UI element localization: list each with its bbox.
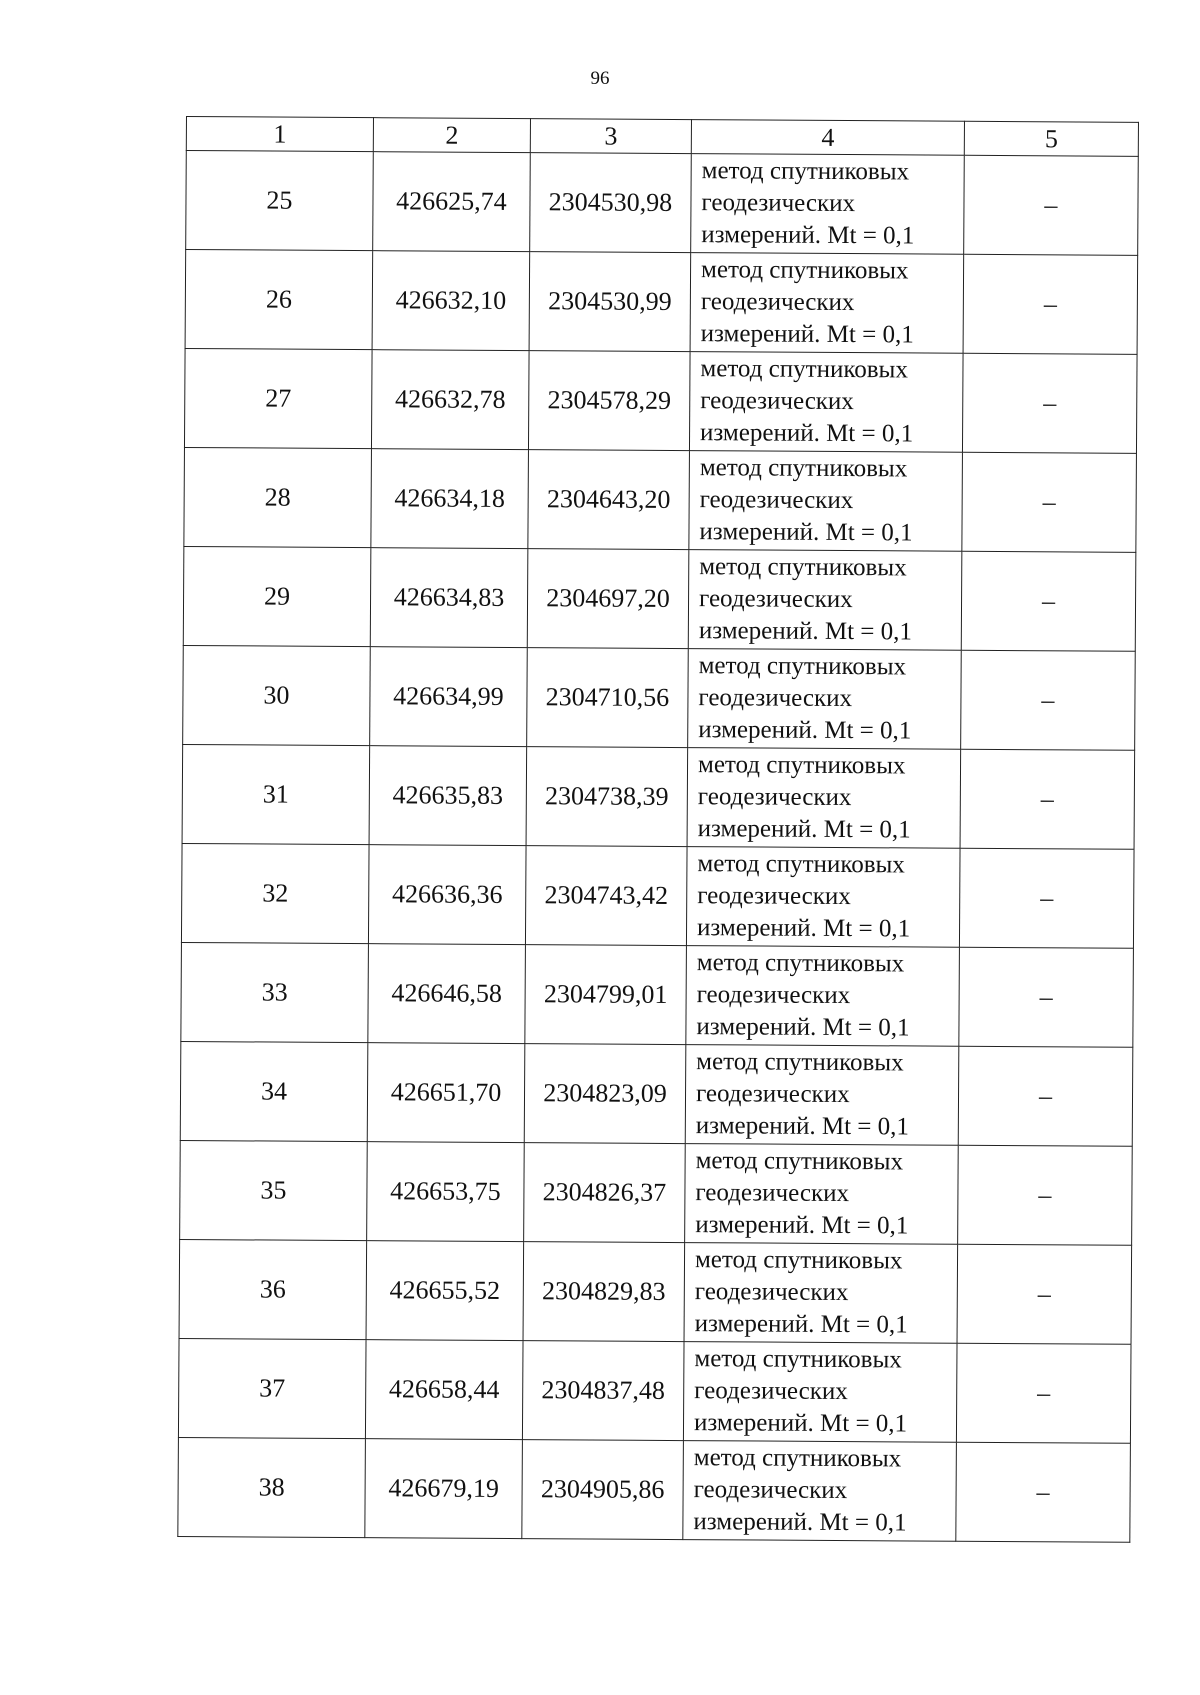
point-number-cell: 31	[182, 744, 370, 844]
x-coordinate-cell: 426634,18	[371, 449, 529, 549]
x-coordinate-cell: 426679,19	[365, 1439, 523, 1539]
method-line: измерений. Mt = 0,1	[699, 518, 913, 547]
note-cell: –	[958, 1046, 1133, 1146]
table-row	[183, 645, 1136, 750]
note-cell: –	[957, 1244, 1132, 1344]
method-cell	[687, 748, 961, 849]
method-line: измерений. Mt = 0,1	[693, 1409, 908, 1438]
method-cell	[688, 550, 962, 651]
point-number-cell: 29	[183, 546, 371, 646]
method-cell	[683, 1342, 957, 1443]
x-coordinate-cell: 426655,52	[366, 1241, 524, 1341]
method-line: метод спутниковых	[700, 256, 909, 285]
y-coordinate-cell: 2304829,83	[523, 1242, 685, 1342]
point-number-cell: 32	[181, 843, 369, 943]
method-cell	[689, 352, 963, 453]
method-line: геодезических	[698, 684, 853, 713]
table-row	[181, 843, 1134, 948]
note-cell: –	[962, 353, 1137, 453]
note-cell: –	[960, 749, 1135, 849]
method-line: геодезических	[698, 585, 853, 614]
method-cell	[691, 154, 965, 255]
method-line: метод спутниковых	[699, 553, 907, 582]
point-number-cell: 37	[178, 1338, 366, 1438]
method-line: метод спутниковых	[693, 1444, 902, 1473]
point-number-cell: 28	[184, 447, 372, 547]
method-line: измерений. Mt = 0,1	[695, 1211, 909, 1240]
note-cell: –	[959, 947, 1134, 1047]
method-cell	[685, 1144, 959, 1245]
method-line: метод спутниковых	[700, 355, 908, 384]
point-number-cell: 30	[183, 645, 371, 745]
table-row	[178, 1338, 1131, 1443]
method-line: геодезических	[694, 1278, 849, 1307]
x-coordinate-cell: 426634,99	[370, 647, 528, 747]
y-coordinate-cell: 2304530,98	[530, 153, 692, 253]
y-coordinate-cell: 2304799,01	[525, 945, 687, 1045]
table-row	[179, 1239, 1132, 1344]
method-cell	[683, 1441, 957, 1542]
method-line: измерений. Mt = 0,1	[699, 419, 914, 448]
note-cell: –	[956, 1343, 1131, 1443]
method-cell	[690, 253, 964, 354]
method-line: метод спутниковых	[701, 157, 910, 186]
method-line: метод спутниковых	[696, 949, 905, 978]
method-line: измерений. Mt = 0,1	[698, 617, 913, 646]
point-number-cell: 38	[178, 1437, 366, 1537]
method-line: метод спутниковых	[695, 1147, 904, 1176]
method-cell	[684, 1243, 958, 1344]
table-row	[184, 447, 1137, 552]
page-number: 96	[590, 68, 610, 89]
table-header	[186, 117, 1138, 157]
x-coordinate-cell: 426632,78	[371, 350, 529, 450]
method-line: измерений. Mt = 0,1	[701, 221, 915, 250]
header-col-4: 4	[691, 120, 964, 156]
method-line: метод спутниковых	[696, 1048, 904, 1077]
note-cell: –	[962, 452, 1137, 552]
y-coordinate-cell: 2304578,29	[528, 351, 690, 451]
note-cell: –	[956, 1442, 1131, 1542]
method-line: метод спутниковых	[694, 1246, 903, 1275]
coordinates-table	[177, 116, 1139, 1543]
method-line: геодезических	[701, 189, 856, 218]
method-line: метод спутниковых	[699, 454, 908, 483]
table-row	[181, 942, 1134, 1047]
x-coordinate-cell: 426635,83	[369, 746, 527, 846]
note-cell: –	[961, 650, 1136, 750]
method-line: измерений. Mt = 0,1	[693, 1508, 907, 1537]
table-row	[186, 151, 1139, 256]
method-cell	[689, 451, 963, 552]
x-coordinate-cell: 426651,70	[367, 1043, 525, 1143]
x-coordinate-cell: 426636,36	[368, 845, 526, 945]
method-line: метод спутниковых	[697, 850, 905, 879]
x-coordinate-cell: 426632,10	[372, 251, 530, 351]
note-cell: –	[961, 551, 1136, 651]
method-line: измерений. Mt = 0,1	[696, 1013, 910, 1042]
point-number-cell: 34	[180, 1041, 368, 1141]
header-col-3: 3	[530, 119, 691, 154]
y-coordinate-cell: 2304837,48	[522, 1341, 684, 1441]
method-line: геодезических	[694, 1377, 848, 1406]
y-coordinate-cell: 2304905,86	[522, 1440, 684, 1540]
method-line: геодезических	[696, 981, 851, 1010]
point-number-cell: 26	[185, 250, 373, 350]
x-coordinate-cell: 426653,75	[367, 1142, 525, 1242]
method-line: геодезических	[700, 387, 854, 416]
method-line: метод спутниковых	[698, 652, 907, 681]
point-number-cell: 36	[179, 1239, 367, 1339]
note-cell: –	[964, 155, 1139, 255]
y-coordinate-cell: 2304643,20	[528, 450, 690, 550]
y-coordinate-cell: 2304710,56	[527, 648, 689, 748]
table-row	[182, 744, 1135, 849]
y-coordinate-cell: 2304743,42	[525, 846, 687, 946]
table-row	[184, 348, 1137, 453]
method-line: измерений. Mt = 0,1	[698, 716, 912, 745]
note-cell: –	[959, 848, 1134, 948]
method-cell	[688, 649, 962, 750]
header-col-5: 5	[964, 121, 1138, 156]
method-cell	[686, 847, 960, 948]
point-number-cell: 25	[186, 151, 374, 251]
x-coordinate-cell: 426646,58	[368, 944, 526, 1044]
note-cell: –	[958, 1145, 1133, 1245]
point-number-cell: 27	[184, 348, 372, 448]
table-row	[185, 250, 1138, 355]
method-line: геодезических	[700, 288, 855, 317]
method-line: измерений. Mt = 0,1	[695, 1112, 909, 1141]
y-coordinate-cell: 2304738,39	[526, 747, 688, 847]
method-line: геодезических	[695, 1179, 850, 1208]
x-coordinate-cell: 426634,83	[370, 548, 528, 648]
method-line: геодезических	[697, 882, 851, 911]
header-col-1: 1	[186, 117, 373, 152]
method-line: геодезических	[697, 783, 852, 812]
y-coordinate-cell: 2304697,20	[527, 549, 689, 649]
method-cell	[685, 1045, 959, 1146]
note-cell: –	[963, 254, 1138, 354]
x-coordinate-cell: 426625,74	[373, 152, 531, 252]
y-coordinate-cell: 2304530,99	[529, 252, 691, 352]
method-line: измерений. Mt = 0,1	[696, 914, 911, 943]
method-line: измерений. Mt = 0,1	[694, 1310, 908, 1339]
table-body	[178, 151, 1138, 1543]
table-row	[183, 546, 1136, 651]
point-number-cell: 33	[181, 942, 369, 1042]
table-row	[178, 1437, 1131, 1542]
header-row	[186, 117, 1138, 157]
method-line: измерений. Mt = 0,1	[700, 320, 914, 349]
x-coordinate-cell: 426658,44	[365, 1340, 523, 1440]
y-coordinate-cell: 2304826,37	[524, 1143, 686, 1243]
header-col-2: 2	[373, 118, 530, 153]
table-row	[180, 1041, 1133, 1146]
method-line: метод спутниковых	[694, 1345, 902, 1374]
y-coordinate-cell: 2304823,09	[524, 1044, 686, 1144]
method-line: геодезических	[693, 1476, 848, 1505]
method-cell	[686, 946, 960, 1047]
method-line: измерений. Mt = 0,1	[697, 815, 911, 844]
point-number-cell: 35	[180, 1140, 368, 1240]
coordinates-table-container	[177, 116, 1139, 1543]
method-line: геодезических	[695, 1080, 850, 1109]
method-line: метод спутниковых	[697, 751, 906, 780]
method-line: геодезических	[699, 486, 854, 515]
table-row	[180, 1140, 1133, 1245]
